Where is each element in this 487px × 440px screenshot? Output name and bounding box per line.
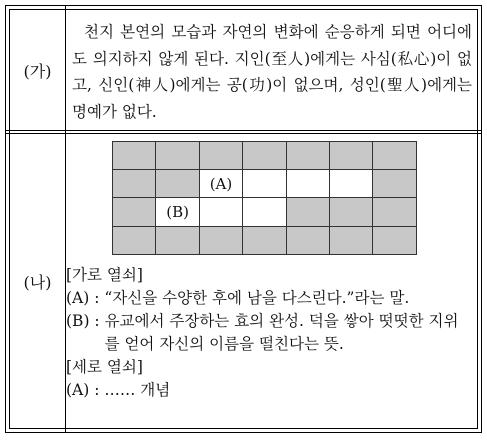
grid-cell-shaded [373,170,416,198]
down-clue-a-label: (A) : [66,381,105,399]
grid-cell-shaded [200,142,243,170]
grid-cell-shaded [287,198,330,226]
label-ga: (가) [23,62,52,81]
crossword-grid [112,141,417,255]
across-clue-a-text: “자신을 수양한 후에 남을 다스린다.”라는 말. [104,289,410,307]
across-clue-b [66,310,471,356]
grid-cell-shaded [113,170,156,198]
grid-cell-empty [287,170,330,198]
across-heading: [가로 열쇠] [66,266,143,284]
grid-cell-shaded [373,198,416,226]
grid-cell-shaded [330,142,373,170]
grid-cell-empty [243,170,286,198]
grid-cell-shaded [243,142,286,170]
clue-list [66,264,471,402]
grid-cell-shaded [113,227,156,255]
passage-ga [72,19,472,125]
grid-cell-shaded [330,198,373,226]
grid-cell-shaded [113,198,156,226]
grid-cell-shaded [287,227,330,255]
marker-b: (B) [166,202,189,221]
grid-cell-marker-b [156,198,199,226]
grid-cell-shaded [373,227,416,255]
label-na: (나) [23,273,52,292]
grid-cell-shaded [373,142,416,170]
across-clue-b-text: 유교에서 주장하는 효의 완성. 덕을 쌓아 떳떳한 지위를 얻어 자신의 이름을 떨친다는 뜻. [104,312,459,353]
grid-cell-empty [330,170,373,198]
across-clue-b-label: (B) : [66,312,105,330]
grid-cell-shaded [156,170,199,198]
grid-cell-marker-a [200,170,243,198]
grid-cell-shaded [156,227,199,255]
down-heading: [세로 열쇠] [66,358,143,376]
grid-cell-shaded [287,142,330,170]
grid-cell-shaded [330,227,373,255]
grid-cell-shaded [156,142,199,170]
down-clue-a-text: …… 개념 [104,381,171,399]
down-clue-a [66,379,471,402]
across-clue-a-label: (A) : [66,289,105,307]
grid-cell-shaded [200,227,243,255]
grid-cell-shaded [243,227,286,255]
across-clue-a [66,287,471,310]
marker-a: (A) [209,174,233,193]
grid-cell-shaded [113,142,156,170]
row-divider [6,130,481,134]
passage-ga-text: 천지 본연의 모습과 자연의 변화에 순응하게 되면 어디에도 의지하지 않게 된다. 지인(至人)에게는 사심(私心)이 없고, 신인(神人)에게는 공(功)이 없으며, 성인(聖人)에게는 명예가 없다. [72,23,472,121]
grid-cell-empty [243,198,286,226]
grid-cell-empty [200,198,243,226]
